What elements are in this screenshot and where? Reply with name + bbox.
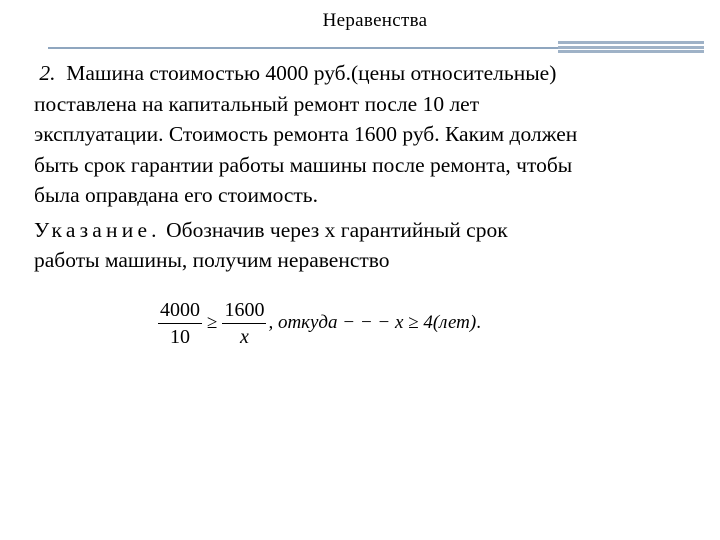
problem-text [34,58,694,276]
problem-line-2: поставлена на капитальный ремонт после 10 лет [34,91,480,116]
hint-line-2: работы машины, получим неравенство [34,248,390,272]
fraction-right-numerator: 1600 [224,298,265,321]
hint-label: Указание. [34,217,161,242]
fraction-left-denominator: 10 [170,325,190,348]
decoration-band [558,50,704,53]
fraction-left-numerator: 4000 [160,298,200,321]
problem-number: 2. [39,61,56,85]
formula-conclusion-text: , откуда − − − x ≥ 4(лет) [268,312,477,333]
slide-title: Неравенства [322,10,428,31]
title-decoration [558,41,704,53]
problem-line-5: была оправдана его стоимость. [34,183,318,207]
decoration-band [558,46,704,49]
hint-text-1: Обозначив через х гарантийный срок [160,217,508,242]
title-underline [48,47,560,49]
fraction-bar [158,323,202,324]
decoration-band [558,41,704,44]
hint-line-1 [34,215,694,246]
inequality-formula [158,293,481,353]
fraction-left [158,299,202,348]
problem-line-3: эксплуатации. Стоимость ремонта 1600 руб. Каким должен [34,122,578,146]
problem-line-1-text: Машина стоимостью 4000 руб.(цены относительные) [66,61,557,85]
problem-line-4: быть срок гарантии работы машины после ремонта, чтобы [34,152,573,177]
problem-line-1 [34,58,694,89]
fraction-right-denominator: x [239,325,249,348]
relation-sign: ≥ [207,312,218,333]
formula-end-dot: . [476,312,481,333]
formula-conclusion [268,312,481,334]
fraction-bar [222,323,266,324]
fraction-right [222,299,266,348]
